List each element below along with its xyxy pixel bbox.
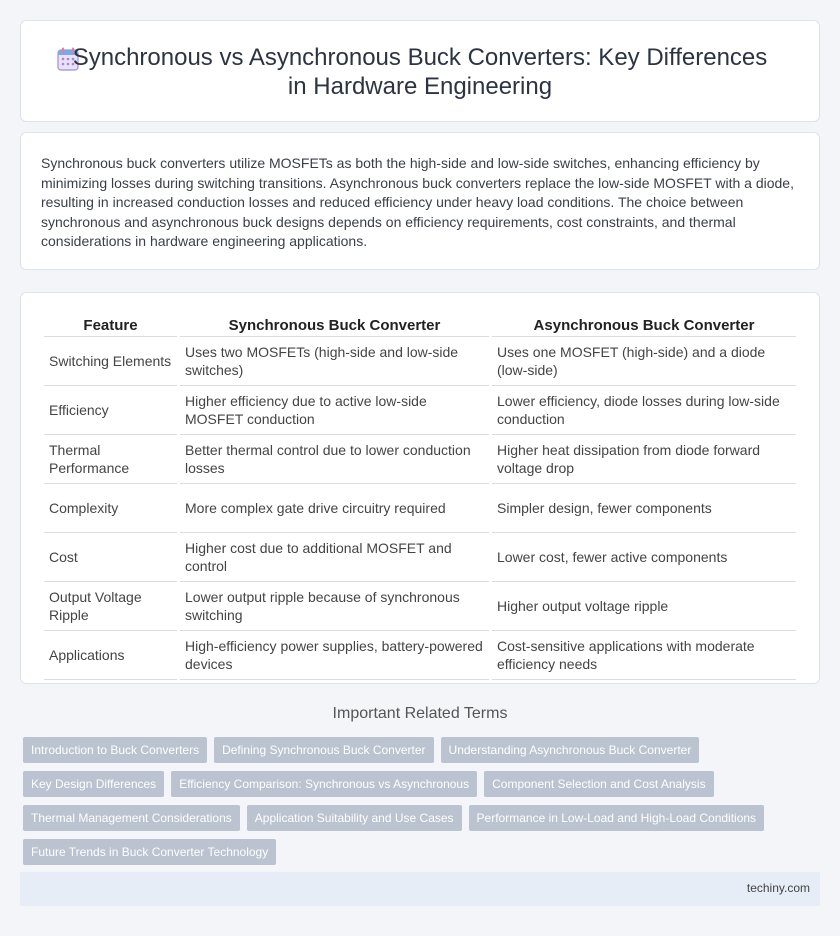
table-row (44, 533, 796, 582)
feature-cell: Cost (44, 533, 177, 582)
related-term-tag[interactable]: Component Selection and Cost Analysis (484, 771, 713, 797)
asynchronous-cell: Higher heat dissipation from diode forward voltage drop (492, 435, 796, 484)
table-row (44, 337, 796, 386)
table-row (44, 435, 796, 484)
related-term-tag[interactable]: Thermal Management Considerations (23, 805, 240, 831)
related-term-tag[interactable]: Performance in Low-Load and High-Load Conditions (469, 805, 765, 831)
synchronous-cell: Higher cost due to additional MOSFET and control (180, 533, 489, 582)
feature-cell: Switching Elements (44, 337, 177, 386)
synchronous-cell: Higher efficiency due to active low-side MOSFET conduction (180, 386, 489, 435)
footer-bar (20, 872, 820, 906)
feature-cell: Efficiency (44, 386, 177, 435)
synchronous-cell: Uses two MOSFETs (high-side and low-side switches) (180, 337, 489, 386)
header-card (20, 20, 820, 122)
table-row (44, 631, 796, 680)
related-term-tag[interactable]: Efficiency Comparison: Synchronous vs Asynchronous (171, 771, 477, 797)
asynchronous-cell: Higher output voltage ripple (492, 582, 796, 631)
comparison-card (20, 292, 820, 684)
intro-card (20, 132, 820, 270)
feature-cell: Output Voltage Ripple (44, 582, 177, 631)
column-header-feature: Feature (44, 315, 177, 337)
intro-paragraph: Synchronous buck converters utilize MOSFETs as both the high-side and low-side switches, enhancing efficiency by minimizing losses during switching transitions. Asynchronous buck converters replace the low-side MOSFET with a diode, resulting in increased conduction losses and reduced efficiency under heavy load conditions. The choice between synchronous and asynchronous buck designs depends on efficiency requirements, cost constraints, and thermal considerations in hardware engineering applications. (41, 155, 794, 249)
comparison-table (41, 315, 799, 680)
asynchronous-cell: Cost-sensitive applications with moderate efficiency needs (492, 631, 796, 680)
column-header-synchronous: Synchronous Buck Converter (180, 315, 489, 337)
page-title: Synchronous vs Asynchronous Buck Converters: Key Differences in Hardware Engineering (72, 44, 768, 100)
asynchronous-cell: Lower efficiency, diode losses during low-side conduction (492, 386, 796, 435)
related-term-tag[interactable]: Application Suitability and Use Cases (247, 805, 462, 831)
table-row (44, 484, 796, 533)
synchronous-cell: Better thermal control due to lower conduction losses (180, 435, 489, 484)
asynchronous-cell: Simpler design, fewer components (492, 484, 796, 533)
feature-cell: Complexity (44, 484, 177, 533)
related-terms-heading: Important Related Terms (332, 705, 508, 722)
footer-site-link[interactable]: techiny.com (746, 881, 810, 895)
synchronous-cell: High-efficiency power supplies, battery-powered devices (180, 631, 489, 680)
related-terms-list (23, 737, 783, 873)
table-header-row (44, 315, 796, 337)
asynchronous-cell: Lower cost, fewer active components (492, 533, 796, 582)
related-term-tag[interactable]: Understanding Asynchronous Buck Converter (441, 737, 700, 763)
related-term-tag[interactable]: Introduction to Buck Converters (23, 737, 207, 763)
column-header-asynchronous: Asynchronous Buck Converter (492, 315, 796, 337)
table-row (44, 386, 796, 435)
synchronous-cell: More complex gate drive circuitry required (180, 484, 489, 533)
synchronous-cell: Lower output ripple because of synchronous switching (180, 582, 489, 631)
related-term-tag[interactable]: Key Design Differences (23, 771, 164, 797)
related-term-tag[interactable]: Defining Synchronous Buck Converter (214, 737, 433, 763)
asynchronous-cell: Uses one MOSFET (high-side) and a diode (low-side) (492, 337, 796, 386)
related-term-tag[interactable]: Future Trends in Buck Converter Technology (23, 839, 276, 865)
table-row (44, 582, 796, 631)
feature-cell: Thermal Performance (44, 435, 177, 484)
feature-cell: Applications (44, 631, 177, 680)
